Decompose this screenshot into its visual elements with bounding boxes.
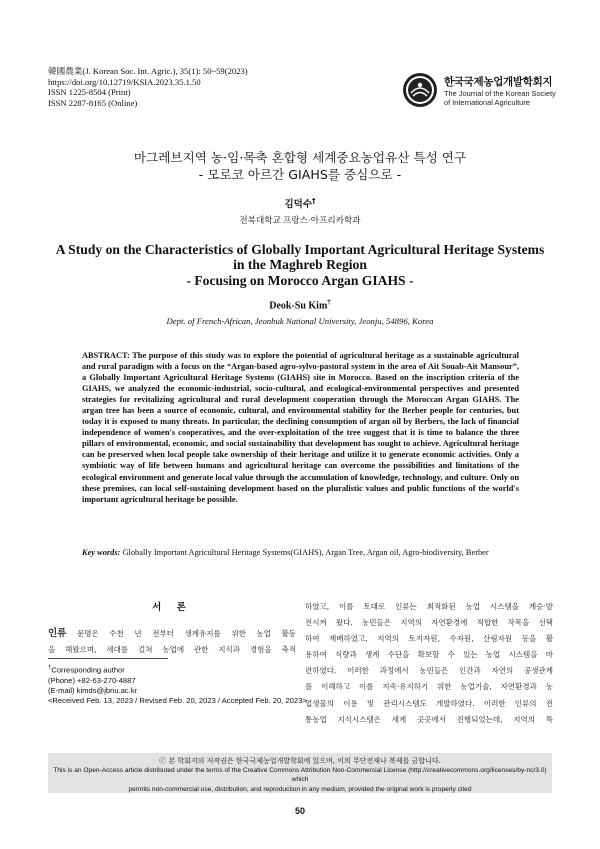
intro-right-line: 업생물의 이용 및 관리시스템도 개발하였다. 이러한 인류의 전 <box>305 698 553 708</box>
author-ko <box>0 196 600 210</box>
keywords-text: Globally Important Agricultural Heritage Systems(GIAHS), Argan Tree, Argan oil, Agro-biodiversity, Berber <box>122 548 489 557</box>
footnote-email: (E-mail) kimds@jbnu.ac.kr <box>48 686 138 696</box>
intro-right-line: 련하였다. 이러한 과정에서 농민들은 인간과 자연의 공생관계 <box>305 666 553 676</box>
author-ko-name: 김덕수 <box>284 199 313 210</box>
intro-column-right <box>305 599 553 728</box>
title-en-line2: in the Maghreb Region <box>233 257 367 273</box>
title-en-line3: - Focusing on Morocco Argan GIAHS - <box>186 272 414 288</box>
doi-link[interactable]: https://doi.org/10.12719/KSIA.2023.35.1.50 <box>48 76 201 87</box>
license-en-line1: This is an Open-Access article distributed under the terms of the Creative Commons Attribution Non-Commercial License (http://creativecommons.org/licenses/by-nc/3.0) which <box>53 767 547 784</box>
footnote-corresponding: Corresponding author <box>51 665 125 675</box>
title-ko-line1: 마그레브지역 농·임·목축 혼합형 세계중요농업유산 특성 연구 <box>133 150 467 165</box>
journal-citation: 韓國農業(J. Korean Soc. Int. Agric.), 35(1): 50~59(2023) <box>48 66 248 76</box>
footnote-dates: <Received Feb. 13, 2023 / Revised Feb. 20, 2023 / Accepted Feb. 20, 2023> <box>48 696 307 706</box>
author-en-mark: † <box>327 298 331 306</box>
title-ko <box>0 149 600 183</box>
abstract: ABSTRACT: The purpose of this study was to explore the potential of agricultural heritage as a sustainable agricultural and rural paradigm with a focus on the “Argan-based agro-sylvo-pastoral system in the area of Ait Souab-Ait Mansour”, a Globally Important Agricultural Heritage Systems (GIAHS) site in Morocco. Based on the inscription criteria of the GIAHS, we analyzed the economic-industrial, socio-cultural, and ecological-environmental perspectives and presented strategies for revitalizing agricultural and rural development cooperation through the Moroccan Argan GIAHS. The argan tree has been a source of economic, cultural, and environmental stability for the Berber people for centuries, but today it is exposed to many threats. In particular, the declining consumption of argan oil by Berbers, the lack of financial independence of women's cooperatives, and the over-exploitation of the tree suggest that it is time to balance the three pillars of environmental, economic, and social sustainability that development has sought to achieve. Agricultural heritage can be preserved when local people take ownership of their heritage and utilize it to generate economic activities. Only a symbiotic way of life between humans and agricultural heritage can overcome the possibilities and limitations of the ecological environment and generate local value through the accumulation of knowledge, technology, and culture. Only on these premises, can local self-sustaining development based on the pluralistic values and public functions of the world's important agricultural heritage be possible. <box>82 351 519 504</box>
author-mark: † <box>312 196 316 205</box>
society-logo <box>402 72 562 116</box>
title-en-line1: A Study on the Characteristics of Globally Important Agricultural Heritage Systems <box>55 242 545 257</box>
footnote <box>48 663 307 707</box>
license-ko: ⓒ 본 학회지의 저작권은 한국국제농업개발학회에 있으며, 이의 무단전재나 복제를 금합니다. <box>159 757 441 765</box>
license-box <box>48 753 552 793</box>
footnote-mark: † <box>48 665 52 671</box>
author-en-name: Deok-Su Kim <box>269 300 328 312</box>
license-en-line2: permits non-commercial use, distribution, and reproduction in any medium, provided the original work is properly cited <box>128 785 472 793</box>
intro-column-left <box>48 626 296 658</box>
society-seal-icon <box>402 72 438 108</box>
footnote-phone: (Phone) +82-63-270-4887 <box>48 675 136 685</box>
intro-left-line: 문명은 수천 년 전부터 생계유지를 위한 농업 활동 <box>66 629 296 638</box>
page-number: 50 <box>294 806 305 816</box>
title-en <box>30 242 570 288</box>
footnote-rule <box>48 658 168 659</box>
intro-right-line: 전시켜 왔다. 농민들은 지역의 자연환경에 적합한 작목을 선택 <box>305 618 553 628</box>
society-name-en-line1: The Journal of the Korean Society <box>444 89 556 98</box>
intro-right-line: 용하여 식량과 생계 수단을 확보할 수 있는 농업 시스템을 마 <box>305 650 553 660</box>
title-ko-line2: - 모로코 아르간 GIAHS를 중심으로 - <box>198 167 402 182</box>
society-name-en-line2: of International Agriculture <box>444 98 530 107</box>
affiliation-ko: 전북대학교 프랑스·아프리카학과 <box>239 215 361 225</box>
issn-online: ISSN 2287-8165 (Online) <box>48 97 138 108</box>
intro-right-line: 하였고, 이를 토대로 인류는 최적화된 농업 시스템을 계승·발 <box>305 602 553 611</box>
society-name-en <box>444 89 556 107</box>
journal-header <box>48 66 248 108</box>
keywords <box>82 547 519 558</box>
author-en <box>0 298 600 311</box>
intro-right-line: 하여 재배하였고, 지역의 토지자원, 수자원, 산림자원 등을 활 <box>305 634 553 644</box>
section-heading-intro: 서 론 <box>152 602 192 613</box>
issn-print: ISSN 1225-8504 (Print) <box>48 87 131 98</box>
intro-left-line: 을 해왔으며, 세대를 걸쳐 농업에 관한 지식과 경험을 축적 <box>48 645 296 655</box>
intro-inline-head: 인류 <box>48 628 67 639</box>
affiliation-en: Dept. of French-African, Jeonbuk National University, Jeonju, 54896, Korea <box>166 316 434 326</box>
keywords-label: Key words: <box>82 548 121 557</box>
intro-right-line: 통농업 지식시스템은 세계 곳곳에서 진행되었는데, 지역의 특 <box>305 714 553 724</box>
intro-right-line: 를 이해하고 이를 지속·유지하기 위한 농업기술, 자연환경과 농 <box>305 682 553 692</box>
society-name-ko: 한국국제농업개발학회지 <box>444 76 553 88</box>
